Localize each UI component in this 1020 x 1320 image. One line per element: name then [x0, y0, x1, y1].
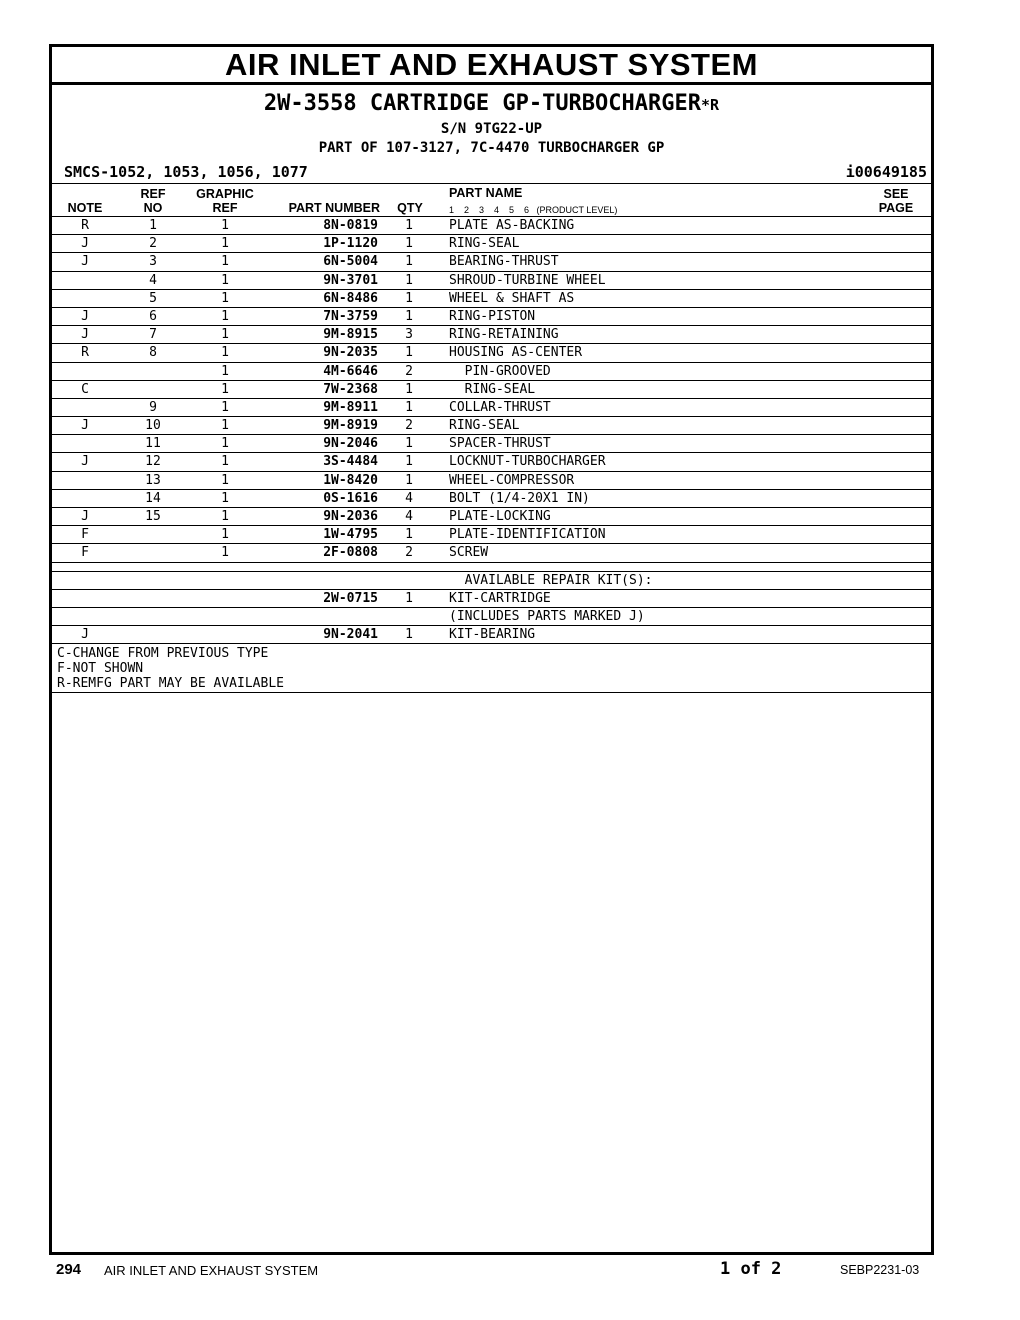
- qty-cell: 1: [405, 590, 413, 606]
- part-name-cell: KIT-CARTRIDGE: [449, 590, 551, 606]
- note-legend: [52, 644, 931, 693]
- part-name-cell: COLLAR-THRUST: [449, 399, 551, 415]
- qty-cell: 1: [405, 290, 413, 306]
- header-graphic-top: GRAPHIC: [196, 187, 254, 201]
- part-name-cell: WHEEL & SHAFT AS: [449, 290, 575, 306]
- ref-no-cell: 12: [145, 454, 161, 470]
- part-name-cell: WHEEL-COMPRESSOR: [449, 472, 575, 488]
- table-row: [52, 526, 931, 544]
- table-row: [52, 290, 931, 308]
- part-name-cell: PLATE-LOCKING: [449, 509, 551, 524]
- part-name-cell: AVAILABLE REPAIR KIT(S):: [449, 572, 653, 588]
- part-number-cell: 9M-8911: [323, 399, 378, 415]
- illustration-id: i00649185: [845, 163, 927, 181]
- part-name-cell: SPACER-THRUST: [449, 436, 551, 452]
- part-number-cell: 2F-0808: [323, 545, 378, 561]
- note-cell: R: [81, 345, 89, 361]
- note-cell: C: [81, 381, 89, 397]
- graphic-ref-cell: 1: [221, 509, 229, 524]
- ref-no-cell: 1: [149, 218, 157, 233]
- part-number-cell: 7N-3759: [323, 308, 378, 324]
- ref-no-cell: 13: [145, 472, 161, 488]
- part-name-cell: SHROUD-TURBINE WHEEL: [449, 272, 606, 288]
- qty-cell: 1: [405, 381, 413, 397]
- ref-no-cell: 11: [145, 436, 161, 452]
- part-number-cell: 7W-2368: [323, 381, 378, 397]
- part-name-cell: LOCKNUT-TURBOCHARGER: [449, 454, 606, 470]
- header-ref-bottom: NO: [143, 201, 163, 215]
- qty-cell: 3: [405, 327, 413, 343]
- legend-item: F-NOT SHOWN: [57, 661, 144, 677]
- ref-no-cell: 3: [149, 254, 157, 270]
- part-number-cell: 1W-4795: [323, 527, 378, 543]
- note-cell: R: [81, 218, 89, 233]
- repair-kit-list: [52, 572, 931, 645]
- table-row: [52, 308, 931, 326]
- part-name-cell: BEARING-THRUST: [449, 254, 559, 270]
- ref-no-cell: 8: [149, 345, 157, 361]
- table-row: [52, 381, 931, 399]
- table-row: [52, 326, 931, 344]
- table-row: [52, 344, 931, 362]
- part-number-cell: 9M-8915: [323, 327, 378, 343]
- group-title-suffix: *R: [701, 96, 720, 114]
- header-note: NOTE: [67, 201, 103, 215]
- part-name-cell: RING-SEAL: [449, 236, 520, 252]
- part-name-cell: RING-PISTON: [449, 308, 536, 324]
- ref-no-cell: 9: [149, 399, 157, 415]
- part-number-cell: 4M-6646: [323, 363, 378, 379]
- note-cell: F: [81, 527, 89, 543]
- footer-doc-id: SEBP2231-03: [840, 1263, 920, 1277]
- part-number-cell: 1W-8420: [323, 472, 378, 488]
- note-cell: F: [81, 545, 89, 561]
- smcs-codes: SMCS-1052, 1053, 1056, 1077: [64, 163, 308, 181]
- table-row: [52, 399, 931, 417]
- table-row: [52, 272, 931, 290]
- ref-no-cell: 15: [145, 509, 161, 524]
- part-number-cell: 9N-2035: [323, 345, 378, 361]
- graphic-ref-cell: 1: [221, 290, 229, 306]
- qty-cell: 1: [405, 254, 413, 270]
- qty-cell: 1: [405, 399, 413, 415]
- table-row: [52, 490, 931, 508]
- qty-cell: 1: [405, 236, 413, 252]
- ref-no-cell: 6: [149, 308, 157, 324]
- part-name-cell: (INCLUDES PARTS MARKED J): [449, 608, 645, 624]
- ref-no-cell: 10: [145, 418, 161, 434]
- table-row: [52, 363, 931, 381]
- part-number-cell: 9M-8919: [323, 418, 378, 434]
- footer-page-of: 1 of 2: [720, 1259, 782, 1279]
- ref-no-cell: 7: [149, 327, 157, 343]
- smcs-row: [52, 163, 931, 184]
- qty-cell: 2: [405, 363, 413, 379]
- graphic-ref-cell: 1: [221, 218, 229, 233]
- kit-row: [52, 572, 931, 590]
- part-name-cell: RING-RETAINING: [449, 327, 559, 343]
- kit-row: [52, 608, 931, 626]
- footer-page-number: 294: [56, 1261, 82, 1278]
- graphic-ref-cell: 1: [221, 345, 229, 361]
- qty-cell: 1: [405, 472, 413, 488]
- footer-section: AIR INLET AND EXHAUST SYSTEM: [104, 1263, 319, 1278]
- kit-row: [52, 626, 931, 644]
- part-number-cell: 8N-0819: [323, 218, 378, 233]
- part-name-cell: SCREW: [449, 545, 489, 561]
- header-graphic-bottom: REF: [212, 201, 238, 215]
- part-number-cell: 1P-1120: [323, 236, 378, 252]
- qty-cell: 1: [405, 272, 413, 288]
- graphic-ref-cell: 1: [221, 399, 229, 415]
- graphic-ref-cell: 1: [221, 254, 229, 270]
- parts-page-frame: [49, 44, 934, 1255]
- qty-cell: 1: [405, 527, 413, 543]
- ref-no-cell: 14: [145, 490, 161, 506]
- graphic-ref-cell: 1: [221, 490, 229, 506]
- table-spacer-row: [52, 563, 931, 572]
- part-name-cell: PLATE-IDENTIFICATION: [449, 527, 606, 543]
- qty-cell: 1: [405, 345, 413, 361]
- part-number-cell: 9N-2036: [323, 509, 378, 524]
- part-name-cell: PIN-GROOVED: [449, 363, 551, 379]
- table-row: [52, 435, 931, 453]
- note-cell: J: [81, 627, 89, 643]
- ref-no-cell: 5: [149, 290, 157, 306]
- parts-list: [52, 217, 931, 563]
- header-part-name: PART NAME: [449, 186, 523, 200]
- table-row: [52, 544, 931, 562]
- table-header: [52, 184, 931, 217]
- part-number-cell: 9N-3701: [323, 272, 378, 288]
- note-cell: J: [81, 308, 89, 324]
- part-name-cell: RING-SEAL: [449, 418, 520, 434]
- part-name-cell: RING-SEAL: [449, 381, 536, 397]
- note-cell: J: [81, 236, 89, 252]
- graphic-ref-cell: 1: [221, 327, 229, 343]
- header-ref-top: REF: [140, 187, 166, 201]
- qty-cell: 1: [405, 454, 413, 470]
- header-product-levels: 1 2 3 4 5 6 (PRODUCT LEVEL): [449, 205, 618, 215]
- part-of: PART OF 107-3127, 7C-4470 TURBOCHARGER GP: [318, 140, 665, 156]
- table-row: [52, 453, 931, 471]
- note-cell: J: [81, 327, 89, 343]
- table-row: [52, 235, 931, 253]
- group-title: [52, 91, 931, 117]
- legend-item: C-CHANGE FROM PREVIOUS TYPE: [57, 646, 269, 662]
- section-title: AIR INLET AND EXHAUST SYSTEM: [52, 47, 931, 85]
- graphic-ref-cell: 1: [221, 308, 229, 324]
- part-name-cell: BOLT (1/4-20X1 IN): [449, 490, 590, 506]
- part-number-cell: 9N-2046: [323, 436, 378, 452]
- table-row: [52, 472, 931, 490]
- note-cell: J: [81, 418, 89, 434]
- ref-no-cell: 4: [149, 272, 157, 288]
- note-cell: J: [81, 509, 89, 524]
- part-number-cell: 9N-2041: [323, 627, 378, 643]
- part-number-cell: 0S-1616: [323, 490, 378, 506]
- part-number-cell: 6N-8486: [323, 290, 378, 306]
- part-name-cell: PLATE AS-BACKING: [449, 218, 575, 233]
- graphic-ref-cell: 1: [221, 472, 229, 488]
- qty-cell: 2: [405, 545, 413, 561]
- note-cell: J: [81, 454, 89, 470]
- kit-row: [52, 590, 931, 608]
- qty-cell: 2: [405, 418, 413, 434]
- header-see-bottom: PAGE: [878, 201, 914, 215]
- graphic-ref-cell: 1: [221, 381, 229, 397]
- note-cell: J: [81, 254, 89, 270]
- table-row: [52, 417, 931, 435]
- header-part-number: PART NUMBER: [288, 201, 380, 215]
- qty-cell: 1: [405, 218, 413, 233]
- qty-cell: 1: [405, 436, 413, 452]
- serial-range: S/N 9TG22-UP: [440, 121, 543, 137]
- table-row: [52, 253, 931, 271]
- graphic-ref-cell: 1: [221, 527, 229, 543]
- graphic-ref-cell: 1: [221, 236, 229, 252]
- header-see-top: SEE: [883, 187, 909, 201]
- part-number-cell: 3S-4484: [323, 454, 378, 470]
- graphic-ref-cell: 1: [221, 272, 229, 288]
- graphic-ref-cell: 1: [221, 418, 229, 434]
- graphic-ref-cell: 1: [221, 454, 229, 470]
- table-row: [52, 508, 931, 526]
- part-name-cell: KIT-BEARING: [449, 627, 536, 643]
- page-footer: [0, 1258, 1020, 1282]
- qty-cell: 4: [405, 490, 413, 506]
- graphic-ref-cell: 1: [221, 545, 229, 561]
- qty-cell: 1: [405, 308, 413, 324]
- part-number-cell: 2W-0715: [323, 590, 378, 606]
- part-number-cell: 6N-5004: [323, 254, 378, 270]
- qty-cell: 1: [405, 627, 413, 643]
- table-row: [52, 217, 931, 235]
- qty-cell: 4: [405, 509, 413, 524]
- header-qty: QTY: [397, 201, 423, 215]
- legend-item: R-REMFG PART MAY BE AVAILABLE: [57, 676, 284, 692]
- graphic-ref-cell: 1: [221, 363, 229, 379]
- graphic-ref-cell: 1: [221, 436, 229, 452]
- part-name-cell: HOUSING AS-CENTER: [449, 345, 583, 361]
- ref-no-cell: 2: [149, 236, 157, 252]
- group-title-text: 2W-3558 CARTRIDGE GP-TURBOCHARGER: [263, 91, 702, 116]
